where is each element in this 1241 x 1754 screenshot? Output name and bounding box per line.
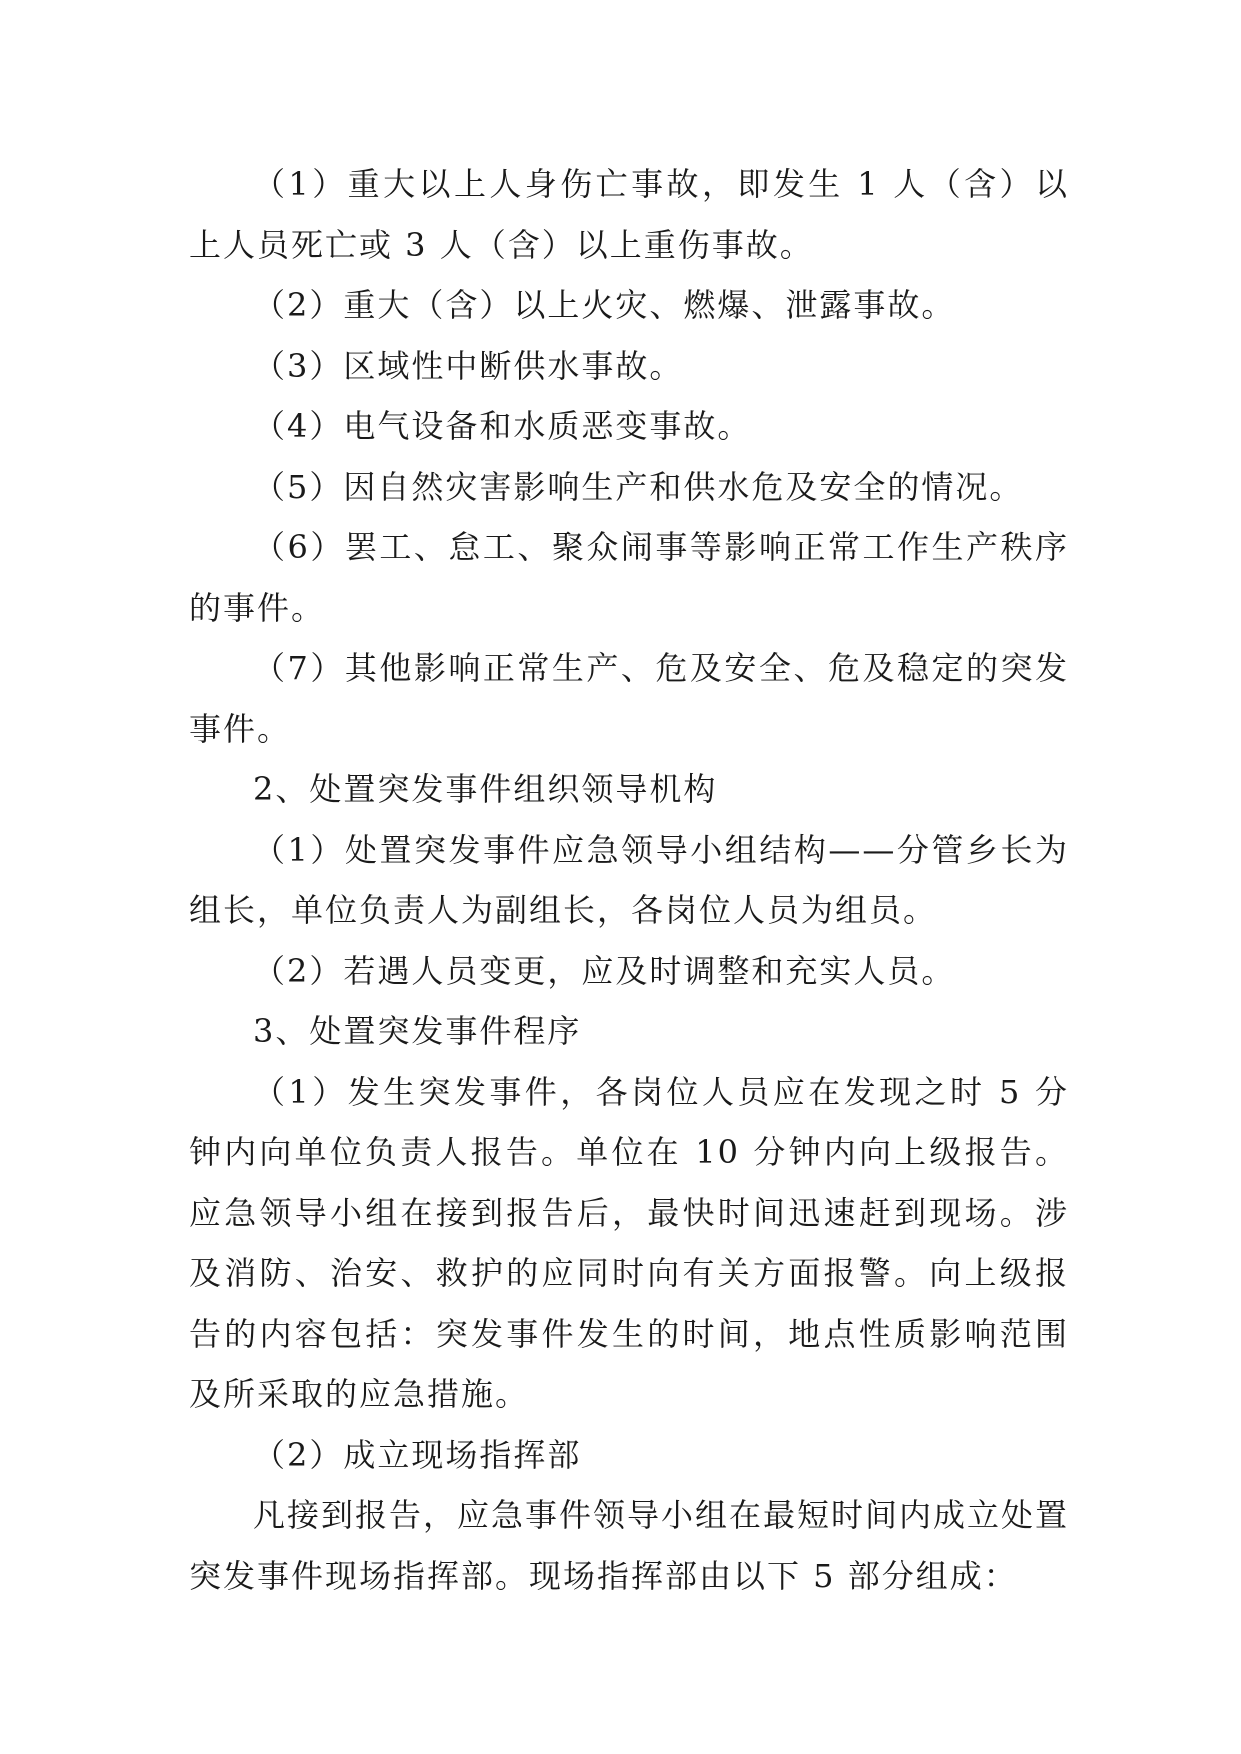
paragraph-item-3: （3）区域性中断供水事故。: [253, 346, 684, 385]
paragraph-item-7: （7）其他影响正常生产、危及安全、危及稳定的突发事件。: [189, 649, 1069, 748]
paragraph-item-1: （1）重大以上人身伤亡事故，即发生 1 人（含）以上人员死亡或 3 人（含）以上重伤事故。: [189, 165, 1069, 264]
document-body: [189, 154, 1069, 1606]
paragraph-item-5: （5）因自然灾害影响生产和供水危及安全的情况。: [253, 467, 1024, 506]
paragraph-body-text: 凡接到报告，应急事件领导小组在最短时间内成立处置突发事件现场指挥部。现场指挥部由以下 5 部分组成：: [189, 1496, 1070, 1595]
paragraph-item-4: （4）电气设备和水质恶变事故。: [253, 407, 752, 445]
section-heading-3: 3、处置突发事件程序: [253, 1012, 582, 1050]
paragraph-item-2: （2）重大（含）以上火灾、燃爆、泄露事故。: [253, 286, 956, 324]
paragraph-item-2-1: （1）处置突发事件应急领导小组结构——分管乡长为组长，单位负责人为副组长，各岗位人员为组员。: [189, 830, 1069, 929]
paragraph-item-6: （6）罢工、怠工、聚众闹事等影响正常工作生产秩序的事件。: [189, 528, 1069, 627]
paragraph-item-2-2: （2）若遇人员变更，应及时调整和充实人员。: [253, 951, 956, 990]
section-heading-2: 2、处置突发事件组织领导机构: [253, 770, 718, 808]
paragraph-item-3-2: （2）成立现场指挥部: [253, 1435, 582, 1474]
paragraph-item-3-1: （1）发生突发事件，各岗位人员应在发现之时 5 分钟内向单位负责人报告。单位在 10 分钟内向上级报告。应急领导小组在接到报告后，最快时间迅速赶到现场。涉及消防、治安、救护的应同时向有关方面报警。向上级报告的内容包括：突发事件发生的时间，地点性质影响范围及所采取的应急措施。: [189, 1072, 1069, 1413]
